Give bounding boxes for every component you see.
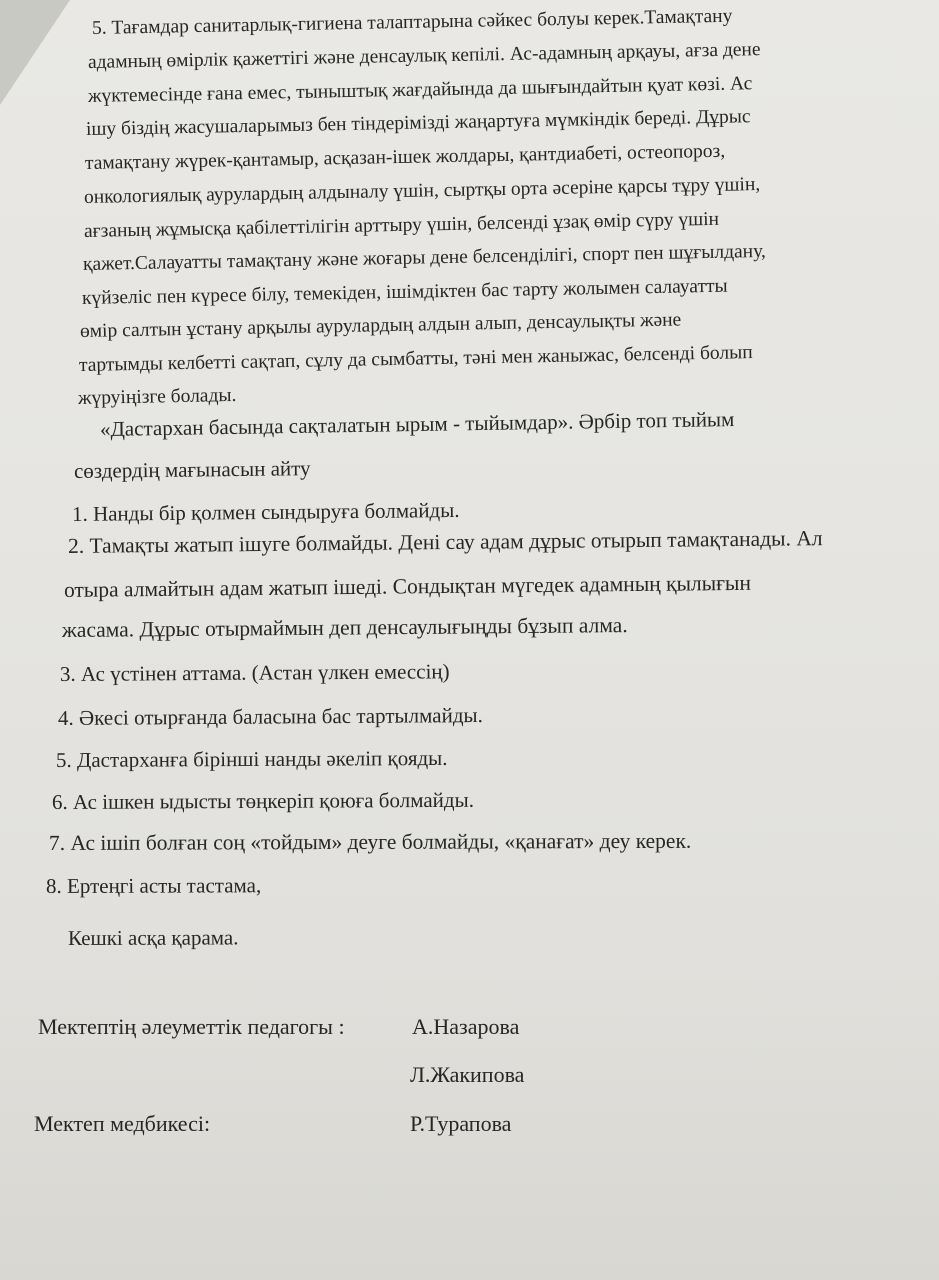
text-line: жүктемесінде ғана емес, тыныштық жағдайында да шығындайтын қуат көзі. Ас <box>87 73 753 107</box>
text-line: тартымды келбетті сақтап, сұлу да сымбатты, тәні мен жаныжас, белсенді болып <box>78 342 753 376</box>
rule-item: 6. Ас ішкен ыдысты төңкеріп қоюға болмайды. <box>51 787 474 814</box>
page-corner-fold <box>0 0 70 105</box>
social-pedagogue-name-2: Л.Жакипова <box>410 1062 525 1087</box>
text-line: жүруіңізге болады. <box>77 384 237 409</box>
social-pedagogue-label: Мектептің әлеуметтік педагогы : <box>38 1014 345 1039</box>
text-line: қажет.Салауатты тамақтану және жоғары дене белсенділігі, спорт пен шұғылдану, <box>82 240 766 275</box>
nurse-name: Р.Турапова <box>410 1111 512 1136</box>
text-line: өмір салтын ұстану арқылы аурулардың алдын алып, денсаулықты және <box>79 309 682 342</box>
activity-title: «Дастархан басында сақталатын ырым - тыйымдар». Әрбір топ тыйым <box>99 407 735 441</box>
text-line: онкологиялық аурулардың алдыналу үшін, сыртқы орта әсеріне қарсы тұру үшін, <box>83 174 761 208</box>
text-line: ағзаның жұмысқа қабілеттілігін арттыру үшін, белсенді ұзақ өмір сүру үшін <box>83 208 720 242</box>
nurse-label: Мектеп медбикесі: <box>34 1111 211 1136</box>
rule-item: 8. Ертеңгі асты тастама, <box>45 873 262 898</box>
rule-item: 5. Дастарханға бірінші нанды әкеліп қояды. <box>55 745 448 772</box>
text-line: адамның өмірлік қажеттігі және денсаулық кепілі. Ас-адамның арқауы, ағза дене <box>87 39 761 73</box>
text-line: 5. Тағамдар санитарлық-гигиена талаптарына сәйкес болуы керек.Тамақтану <box>91 5 733 39</box>
rule-item: 1. Нанды бір қолмен сындыруға болмайды. <box>71 497 460 526</box>
rule-item: 7. Ас ішіп болған соң «тойдым» деуге болмайды, «қанағат» деу керек. <box>48 828 692 855</box>
text-line: күйзеліс пен күресе білу, темекіден, ішімдіктен бас тарту жолымен салауатты <box>81 275 728 309</box>
rule-item: 2. Тамақты жатып ішуге болмайды. Дені сау адам дұрыс отырып тамақтанады. Ал <box>67 526 823 558</box>
text-line: ішу біздің жасушаларымыз бен тіндерімізді жаңартуға мүмкіндік береді. Дұрыс <box>85 106 751 140</box>
rule-item: Кешкі асқа қарама. <box>67 925 239 950</box>
rule-item: 4. Әкесі отырғанда баласына бас тартылмайды. <box>57 703 483 730</box>
activity-instruction: сөздердің мағынасын айту <box>73 456 311 483</box>
text-line: тамақтану жүрек-қантамыр, асқазан-ішек жолдары, қантдиабеті, остеопороз, <box>84 140 726 174</box>
rule-item: 3. Ас үстінен аттама. (Астан үлкен емессің) <box>59 659 450 686</box>
social-pedagogue-name: А.Назарова <box>412 1014 520 1039</box>
rule-item: отыра алмайтын адам жатып ішеді. Сондықтан мүгедек адамның қылығын <box>63 570 752 602</box>
rule-item: жасама. Дұрыс отырмаймын деп денсаулығыңды бұзып алма. <box>61 613 628 642</box>
